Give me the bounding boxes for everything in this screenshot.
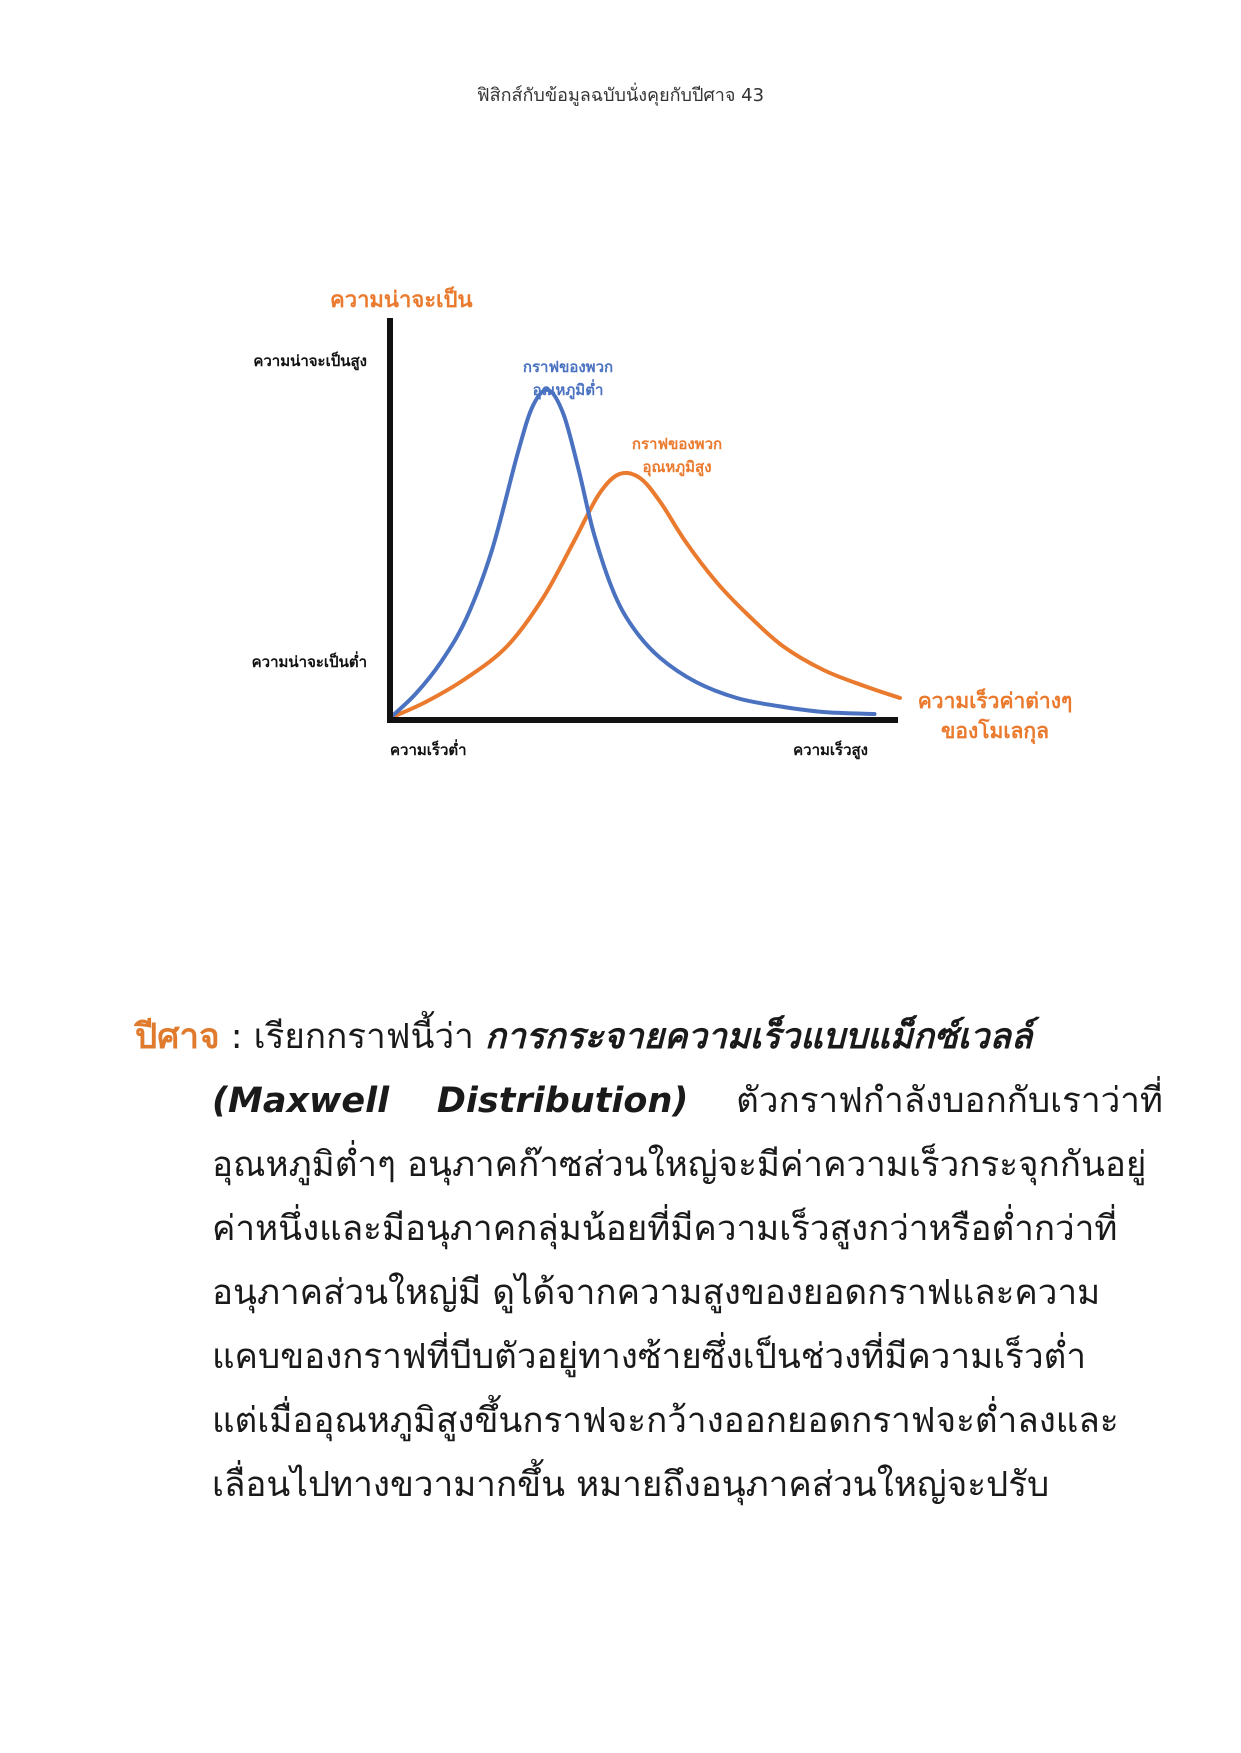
series-low-temp-label-line1: กราฟของพวก xyxy=(522,358,614,376)
x-axis-title-line2: ของโมเลกุล xyxy=(941,719,1049,743)
intro-text: เรียกกราฟนี้ว่า xyxy=(253,1017,485,1057)
paragraph-line-2 xyxy=(135,1069,1163,1133)
x-high-label: ความเร็วสูง xyxy=(793,741,868,759)
term-thai: การกระจายความเร็วแบบแม็กซ์เวลล์ xyxy=(484,1017,1033,1057)
colon: : xyxy=(219,1017,254,1057)
series-high-temp-label-line2: อุณหภูมิสูง xyxy=(642,458,712,476)
maxwell-distribution-chart xyxy=(0,0,1241,800)
x-low-label: ความเร็วต่ำ xyxy=(390,741,467,759)
paragraph-line-4: ค่าหนึ่งและมีอนุภาคกลุ่มน้อยที่มีความเร็วสูงกว่าหรือต่ำกว่าที่ xyxy=(212,1209,1118,1249)
paragraph-line-1 xyxy=(135,1005,1165,1069)
paragraph-line-3: อุณหภูมิต่ำๆ อนุภาคก๊าซส่วนใหญ่จะมีค่าความเร็วกระจุกกันอยู่ xyxy=(212,1145,1147,1185)
paragraph-line-8: เลื่อนไปทางขวามากขึ้น หมายถึงอนุภาคส่วนใหญ่จะปรับ xyxy=(212,1465,1050,1505)
paragraph-line-5: อนุภาคส่วนใหญ่มี ดูได้จากความสูงของยอดกราฟและความ xyxy=(212,1273,1101,1313)
y-low-label: ความน่าจะเป็นต่ำ xyxy=(251,653,367,671)
y-axis-title: ความน่าจะเป็น xyxy=(330,288,473,313)
series-high-temp-label-line1: กราฟของพวก xyxy=(631,435,723,453)
x-axis-title-line1: ความเร็วค่าต่างๆ xyxy=(917,689,1073,713)
paragraph-line-7: แต่เมื่ออุณหภูมิสูงขึ้นกราฟจะกว้างออกยอดกราฟจะต่ำลงและ xyxy=(212,1401,1119,1441)
running-header: ฟิสิกส์กับข้อมูลฉบับนั่งคุยกับปีศาจ 43 xyxy=(476,85,765,106)
term-en-part2: Distribution) xyxy=(436,1081,689,1121)
term-en-part1: (Maxwell xyxy=(212,1081,390,1121)
series-high-temp-line xyxy=(390,473,900,718)
paragraph-line-6: แคบของกราฟที่บีบตัวอยู่ทางซ้ายซึ่งเป็นช่วงที่มีความเร็วต่ำ xyxy=(212,1337,1086,1377)
line2-rest: ตัวกราฟกำลังบอกกับเราว่าที่ xyxy=(736,1081,1163,1121)
series-low-temp-label-line2: อุณหภูมิต่ำ xyxy=(532,381,604,399)
speaker-label: ปีศาจ xyxy=(135,1017,220,1057)
y-high-label: ความน่าจะเป็นสูง xyxy=(253,352,367,370)
body-paragraph xyxy=(135,1005,1165,1517)
